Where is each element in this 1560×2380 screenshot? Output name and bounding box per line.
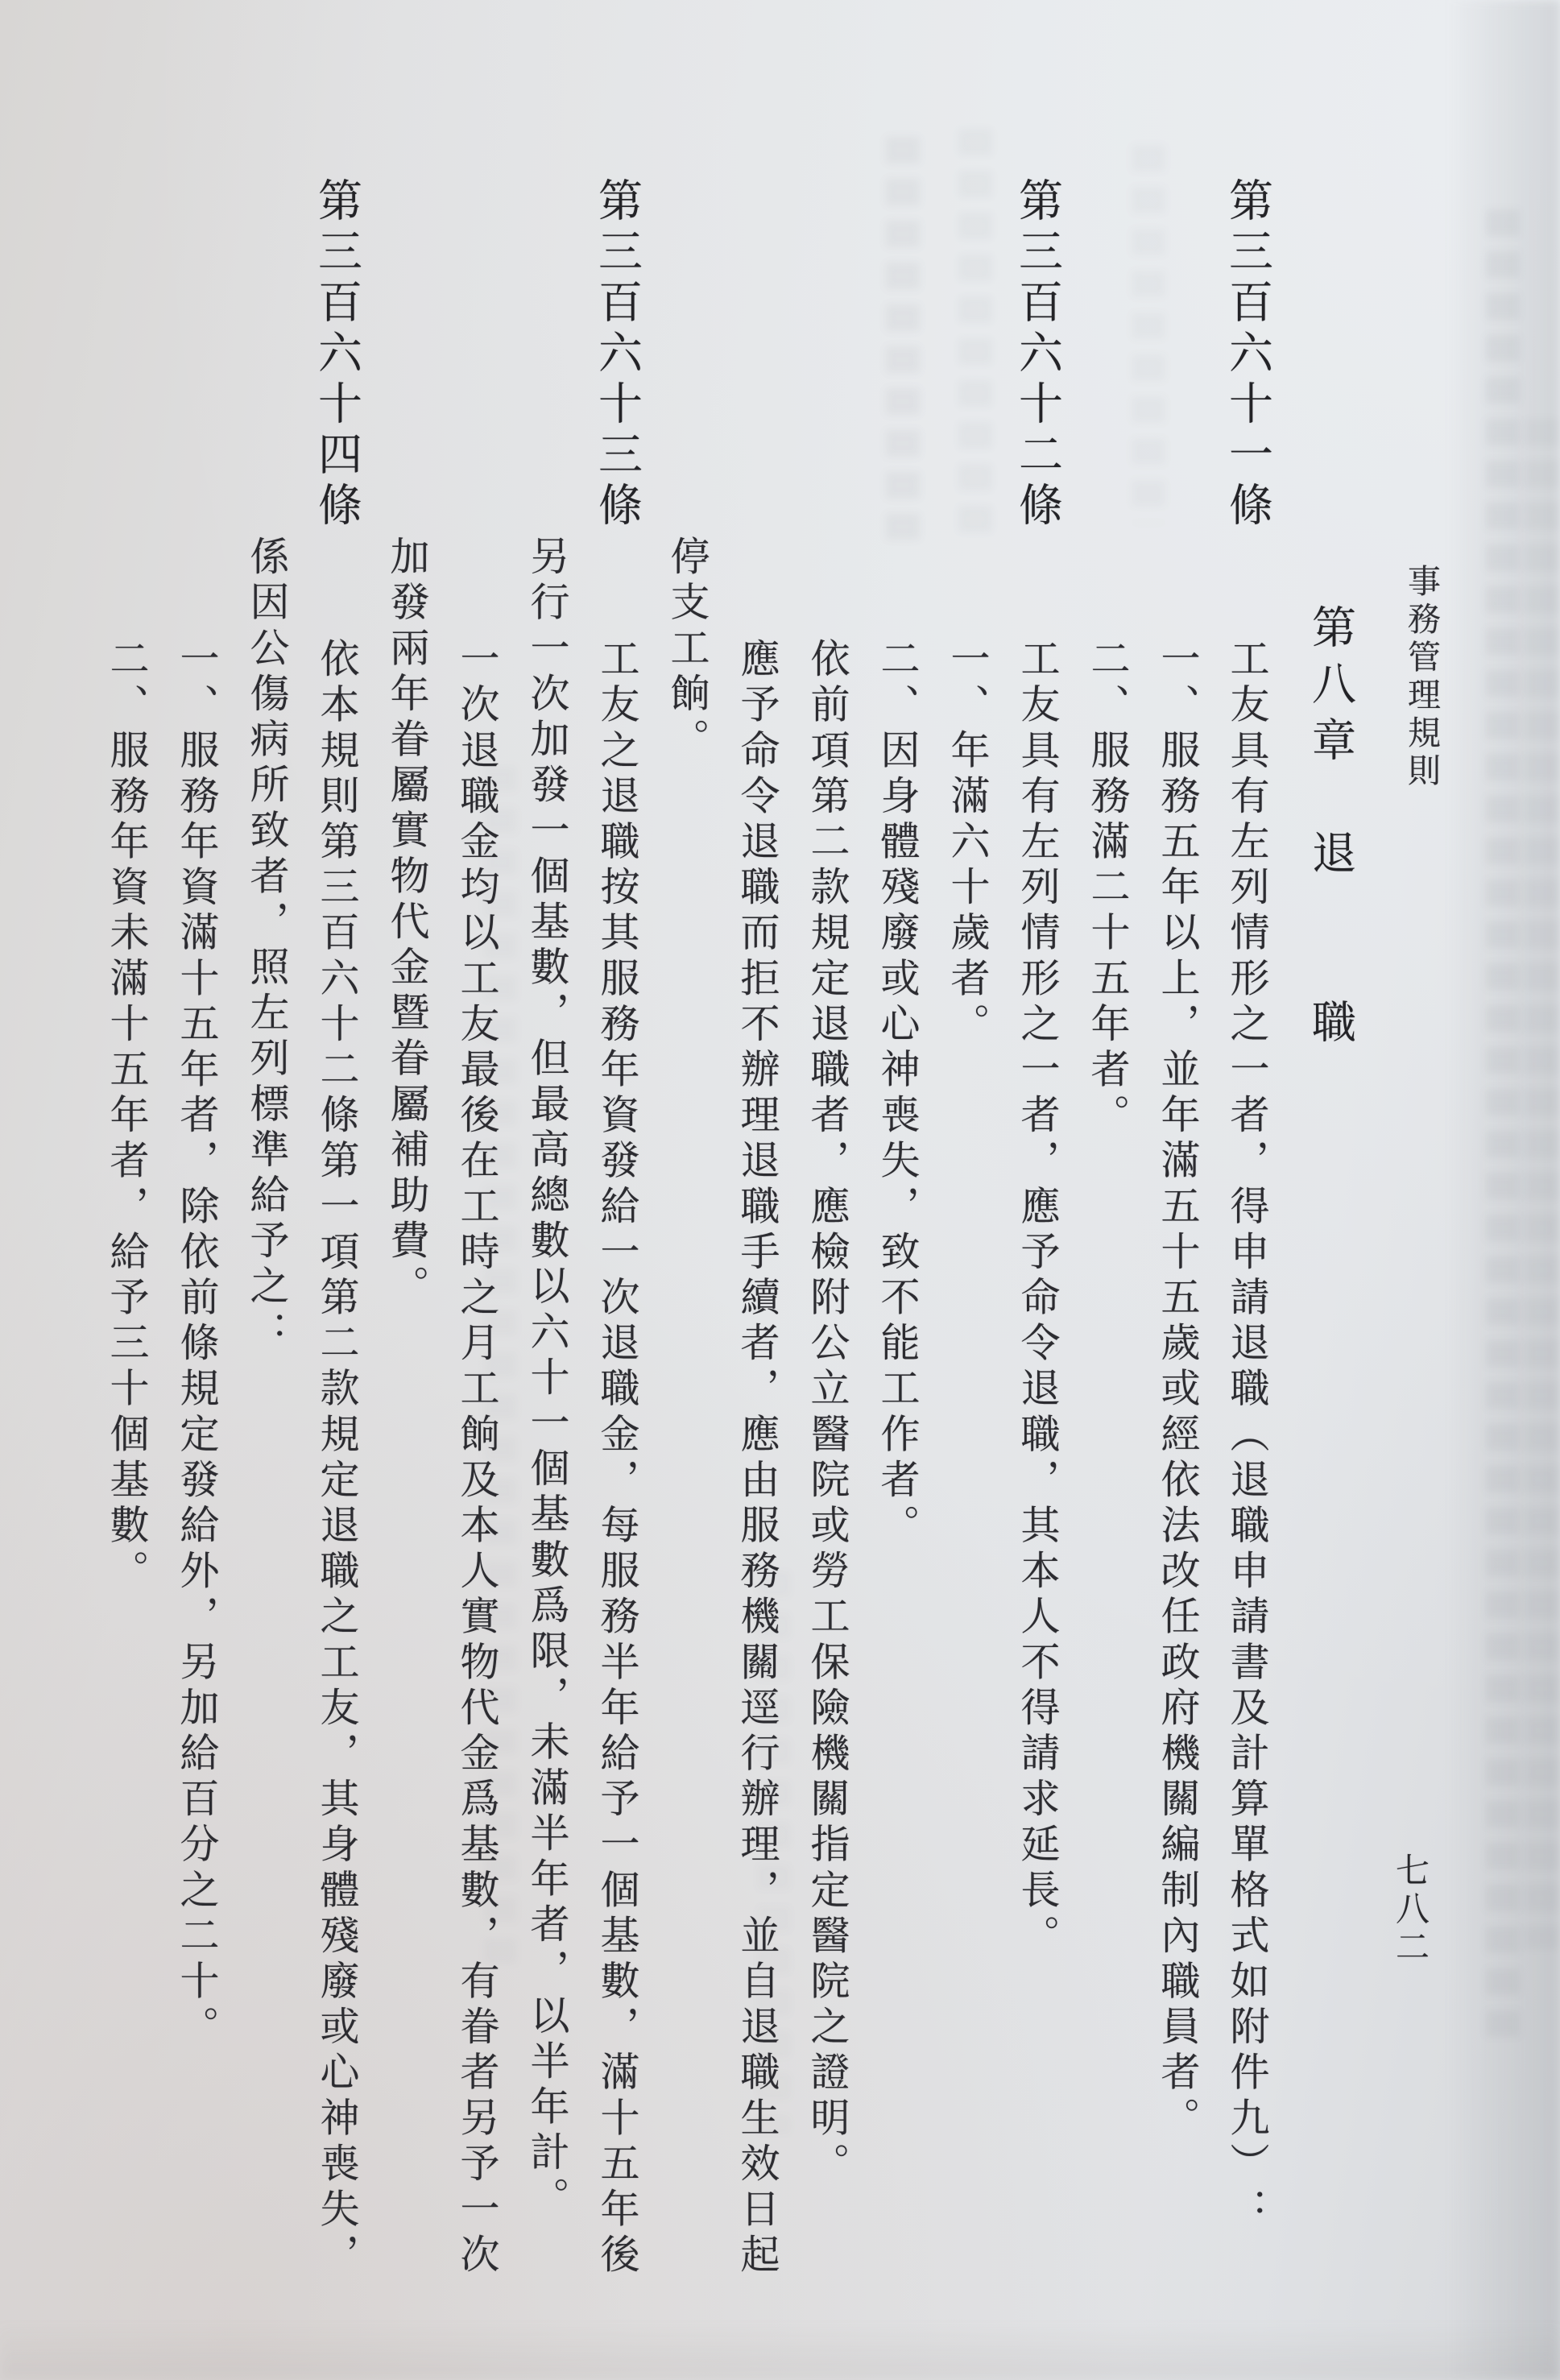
show-through-streak: [1525, 419, 1558, 1949]
article-364-number: 第三百六十四條: [311, 177, 362, 532]
article-361-item-1: 一、服務五年以上，並年滿五十五歲或經依法改任政府機關編制內職員者。: [1155, 638, 1201, 2142]
article-362-para-1-line-1: 工友具有左列情形之一者，應予命令退職，其本人不得請求延長。: [1015, 638, 1061, 1960]
article-361-number: 第三百六十一條: [1222, 177, 1273, 532]
article-362-para-3-line-1: 應予命令退職而拒不辦理退職手續者，應由服務機關逕行辦理，並自退職生效日起: [734, 638, 780, 2279]
chapter-heading: 第八章 退 職: [1305, 604, 1356, 1055]
page-edge-shadow-bottom: [0, 2324, 1560, 2380]
article-362-para-2-line-1: 依前項第二款規定退職者，應檢附公立醫院或勞工保險機關指定醫院之證明。: [805, 638, 850, 2188]
article-363-para-2-line-2: 加發兩年眷屬實物代金暨眷屬補助費。: [384, 536, 430, 1311]
running-header: 事務管理規則: [1402, 564, 1441, 791]
article-363-para-2-line-1: 一次退職金均以工友最後在工時之月工餉及本人實物代金爲基數，有眷者另予一次: [454, 638, 500, 2279]
article-361-para-1-line-1: 工友具有左列情形之一者，得申請退職（退職申請書及計算單格式如附件九）：: [1224, 638, 1270, 2233]
article-361-item-2: 二、服務滿二十五年者。: [1085, 638, 1131, 1140]
show-through-streak: [958, 129, 992, 548]
article-363-para-1-line-1: 工友之退職按其服務年資發給一次退職金，每服務半年給予一個基數，滿十五年後: [594, 638, 640, 2279]
show-through-streak: [886, 137, 920, 540]
article-364-para-1-line-1: 依本規則第三百六十二條第一項第二款規定退職之工友，其身體殘廢或心神喪失，: [314, 638, 360, 2279]
article-363-para-1-line-2: 另行一次加發一個基數，但最高總數以六十一個基數爲限，未滿半年者，以半年計。: [524, 536, 570, 2223]
article-364-item-1: 一、服務年資滿十五年者，除依前條規定發給外，另加給百分之二十。: [174, 638, 220, 2051]
article-362-number: 第三百六十二條: [1012, 177, 1063, 532]
article-364-item-2: 二、服務年資未滿十五年者，給予三十個基數。: [104, 638, 150, 1596]
article-362-item-1: 一、年滿六十歲者。: [945, 638, 991, 1049]
show-through-streak: [1132, 145, 1165, 524]
article-364-para-1-line-2: 係因公傷病所致者，照左列標準給予之：: [244, 536, 290, 1356]
page-number: 七八二: [1391, 1852, 1430, 1968]
show-through-streak: [1486, 209, 1520, 2046]
article-362-item-2: 二、因身體殘廢或心神喪失，致不能工作者。: [875, 638, 921, 1550]
article-363-number: 第三百六十三條: [591, 177, 643, 532]
article-362-para-3-line-2: 停支工餉。: [664, 536, 710, 764]
